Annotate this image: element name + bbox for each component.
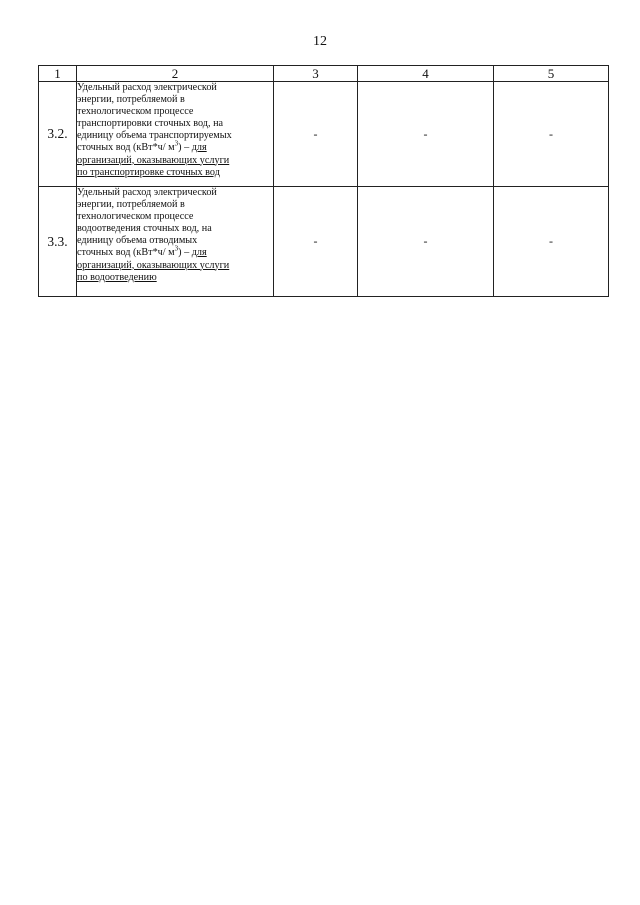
page-number: 12 [313, 34, 327, 49]
value-col-3: - [274, 82, 358, 187]
description-line: водоотведения сточных вод, на [77, 223, 212, 235]
table-row [39, 187, 609, 297]
description-line: единицу объема транспортируемых [77, 130, 232, 142]
header-row [39, 66, 609, 82]
description-line: технологическом процессе [77, 106, 194, 118]
unit-superscript: 3 [174, 245, 179, 254]
value-col-4: - [358, 82, 494, 187]
row-description [77, 187, 274, 297]
value-col-4: - [358, 187, 494, 297]
header-col-3: 3 [274, 66, 358, 82]
description-line: Удельный расход электрической [77, 82, 217, 93]
unit-prefix: сточных вод (кВт*ч/ м [77, 247, 175, 259]
unit-suffix: ) – [178, 247, 192, 259]
unit-underlined-word: для [191, 142, 207, 154]
header-col-1: 1 [39, 66, 77, 82]
row-number: 3.3. [39, 187, 77, 297]
header-col-4: 4 [358, 66, 494, 82]
description-line: технологическом процессе [77, 211, 194, 223]
description-line: Удельный расход электрической [77, 187, 217, 198]
value-col-5: - [494, 187, 609, 297]
underlined-line: по транспортировке сточных вод [77, 166, 220, 178]
description-line: энергии, потребляемой в [77, 199, 185, 211]
unit-line [77, 247, 273, 259]
unit-prefix: сточных вод (кВт*ч/ м [77, 142, 175, 154]
description-line: единицу объема отводимых [77, 235, 198, 247]
unit-underlined-word: для [191, 247, 207, 259]
value-col-3: - [274, 187, 358, 297]
description-line: энергии, потребляемой в [77, 94, 185, 106]
description-line: транспортировки сточных вод, на [77, 118, 224, 130]
value-col-5: - [494, 82, 609, 187]
underlined-line: организаций, оказывающих услуги [77, 259, 230, 271]
underlined-line: организаций, оказывающих услуги [77, 154, 230, 166]
unit-line [77, 142, 273, 154]
row-description [77, 82, 274, 187]
table-row [39, 82, 609, 187]
unit-suffix: ) – [178, 142, 192, 154]
unit-superscript: 3 [174, 140, 179, 149]
header-col-5: 5 [494, 66, 609, 82]
row-number: 3.2. [39, 82, 77, 187]
indicators-table [38, 65, 609, 297]
header-col-2: 2 [77, 66, 274, 82]
underlined-line: по водоотведению [77, 271, 157, 283]
